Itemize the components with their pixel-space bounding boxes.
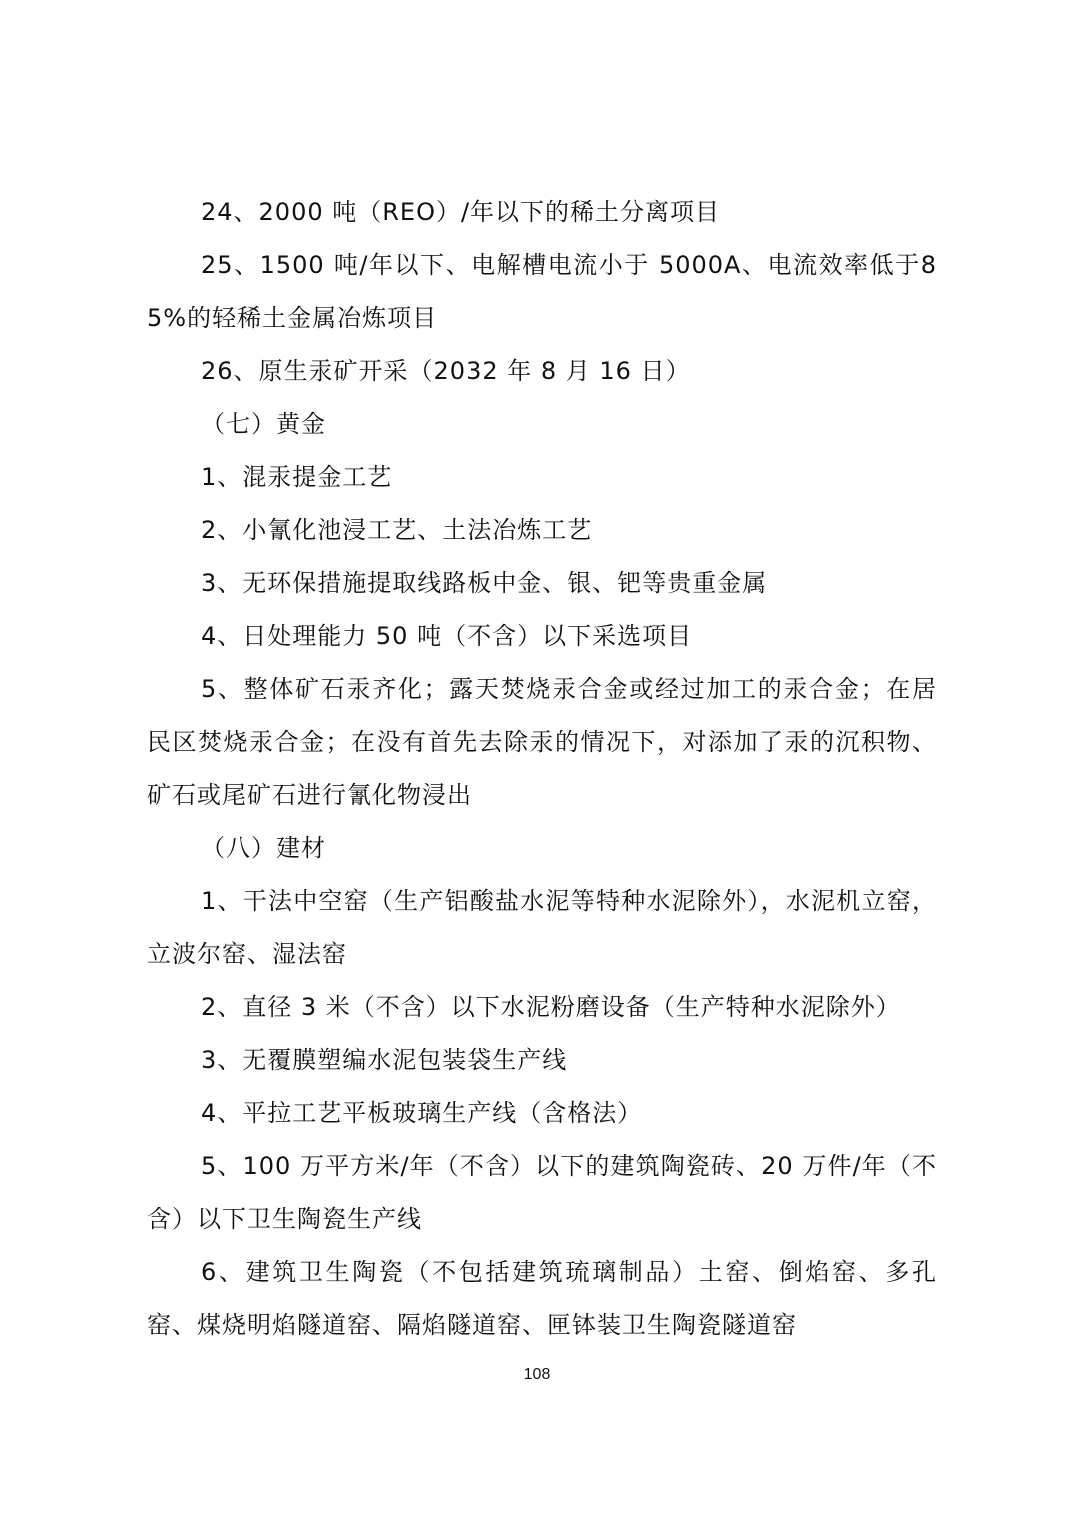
list-item: 26、原生汞矿开采（2032 年 8 月 16 日） <box>201 357 691 385</box>
list-item: 2、小氰化池浸工艺、土法冶炼工艺 <box>201 516 593 544</box>
document-body <box>147 186 937 1352</box>
list-item: 2、直径 3 米（不含）以下水泥粉磨设备（生产特种水泥除外） <box>201 993 901 1021</box>
list-item: 1、混汞提金工艺 <box>201 463 393 491</box>
list-item: 5、整体矿石汞齐化；露天焚烧汞合金或经过加工的汞合金；在居民区焚烧汞合金；在没有首先去除汞的情况下，对添加了汞的沉积物、矿石或尾矿石进行氰化物浸出 <box>147 675 937 809</box>
section-heading: （七）黄金 <box>201 410 326 438</box>
list-item: 25、1500 吨/年以下、电解槽电流小于 5000A、电流效率低于85%的轻稀土金属冶炼项目 <box>147 251 937 332</box>
list-item: 4、日处理能力 50 吨（不含）以下采选项目 <box>201 622 693 650</box>
list-item: 3、无环保措施提取线路板中金、银、钯等贵重金属 <box>201 569 768 597</box>
list-item: 1、干法中空窑（生产铝酸盐水泥等特种水泥除外），水泥机立窑，立波尔窑、湿法窑 <box>147 887 937 968</box>
list-item: 6、建筑卫生陶瓷（不包括建筑琉璃制品）土窑、倒焰窑、多孔窑、煤烧明焰隧道窑、隔焰隧道窑、匣钵装卫生陶瓷隧道窑 <box>147 1258 937 1339</box>
list-item: 5、100 万平方米/年（不含）以下的建筑陶瓷砖、20 万件/年（不含）以下卫生陶瓷生产线 <box>147 1152 937 1233</box>
list-item: 4、平拉工艺平板玻璃生产线（含格法） <box>201 1099 643 1127</box>
list-item: 24、2000 吨（REO）/年以下的稀土分离项目 <box>201 198 721 226</box>
page-number: 108 <box>523 1366 551 1383</box>
section-heading: （八）建材 <box>201 834 326 862</box>
list-item: 3、无覆膜塑编水泥包装袋生产线 <box>201 1046 568 1074</box>
